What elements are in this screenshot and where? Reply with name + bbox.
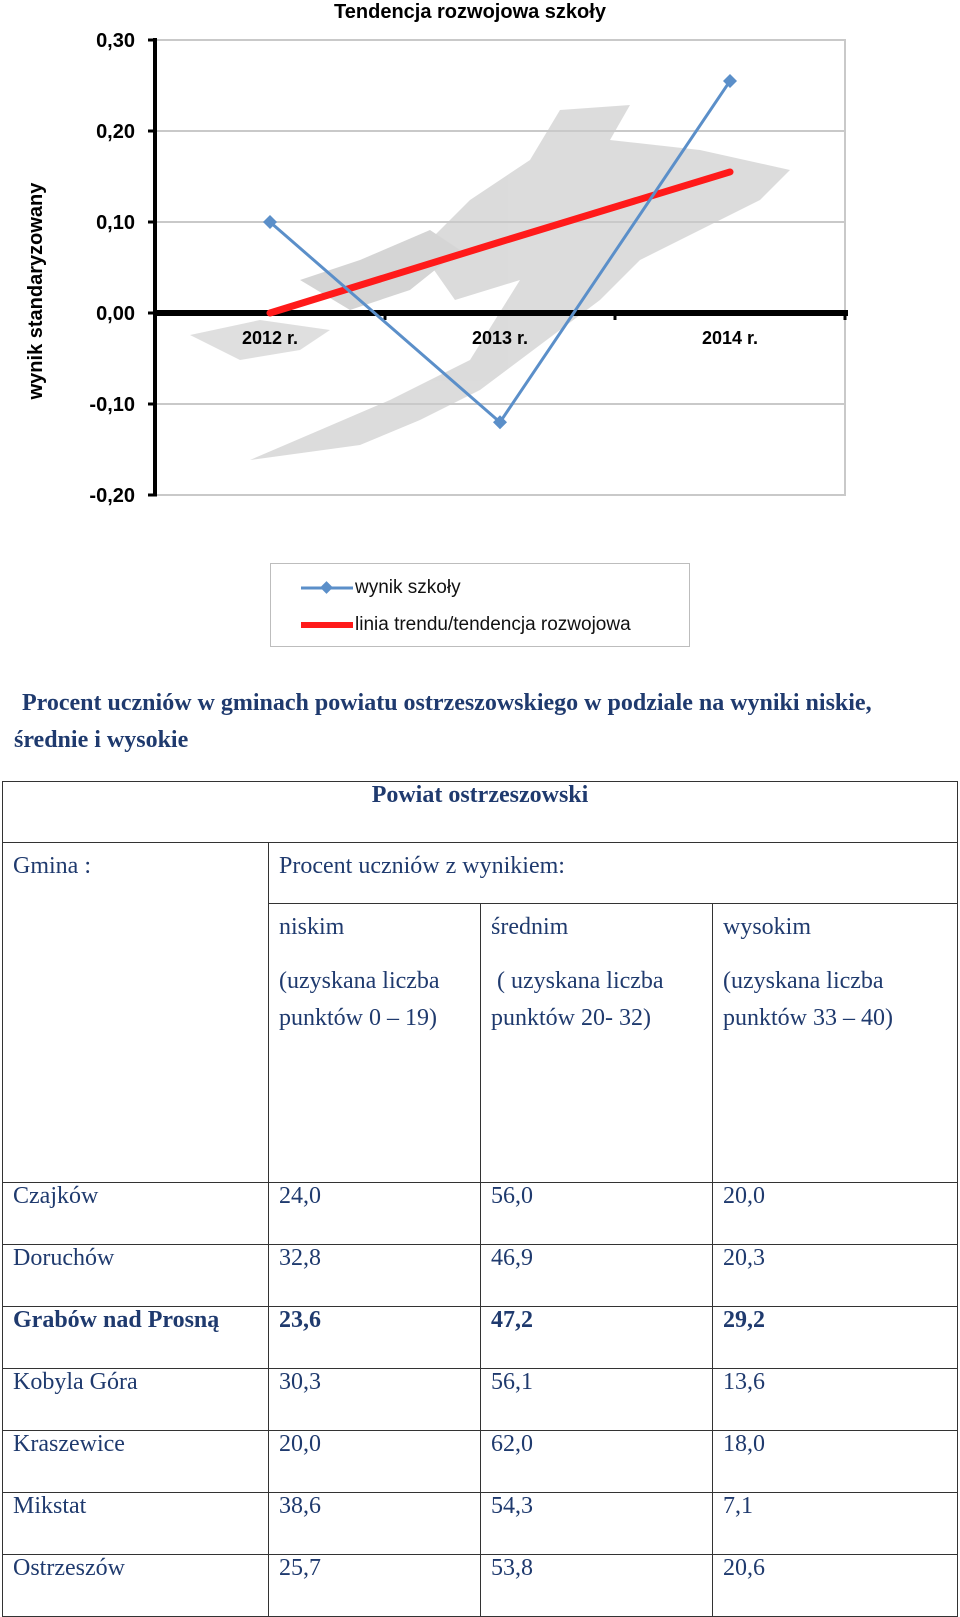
- cell-niski: 25,7: [269, 1555, 481, 1617]
- header-procent: Procent uczniów z wynikiem:: [269, 843, 958, 904]
- header-gmina: Gmina :: [3, 843, 269, 1183]
- cell-sredni: 56,1: [481, 1369, 713, 1431]
- table-title: Powiat ostrzeszowski: [3, 782, 958, 843]
- table-row-grabow: [3, 1307, 958, 1369]
- cell-gmina: Doruchów: [3, 1245, 269, 1307]
- legend-item-wynik-szkoly: [301, 573, 461, 603]
- header-wysokim: [713, 904, 958, 1183]
- y-axis-label: wynik standaryzowany: [25, 182, 47, 400]
- header-srednim: [481, 904, 713, 1183]
- cell-wysoki: 29,2: [713, 1307, 958, 1369]
- cell-gmina: Czajków: [3, 1183, 269, 1245]
- legend-label: wynik szkoły: [355, 577, 461, 598]
- category-name: wysokim: [723, 914, 812, 940]
- trend-chart-svg: [0, 0, 960, 560]
- legend-item-linia-trendu: [301, 610, 631, 640]
- table-row-kobyla-gora: [3, 1369, 958, 1431]
- results-table: [2, 781, 958, 1617]
- legend-label: linia trendu/tendencja rozwojowa: [355, 614, 631, 635]
- cell-sredni: 46,9: [481, 1245, 713, 1307]
- cell-gmina: Kobyla Góra: [3, 1369, 269, 1431]
- cell-niski: 20,0: [269, 1431, 481, 1493]
- cell-niski: 23,6: [269, 1307, 481, 1369]
- section-title: Procent uczniów w gminach powiatu ostrzeszowskiego w podziale na wyniki niskie, średnie i wysokie: [14, 690, 872, 753]
- table-row-kraszewice: [3, 1431, 958, 1493]
- category-desc: ( uzyskana liczba punktów 20- 32): [491, 968, 670, 1031]
- header-niskim: [269, 904, 481, 1183]
- x-tick-label: 2012 r.: [241, 328, 299, 348]
- watermark-logo: [190, 105, 790, 460]
- table-row-ostrzeszow: [3, 1555, 958, 1617]
- cell-wysoki: 20,0: [713, 1183, 958, 1245]
- chart-legend: [270, 563, 690, 647]
- cell-wysoki: 20,3: [713, 1245, 958, 1307]
- table-row-czajkow: [3, 1183, 958, 1245]
- cell-gmina: Ostrzeszów: [3, 1555, 269, 1617]
- x-tick-label: 2014 r.: [701, 328, 759, 348]
- x-tick-label: 2013 r.: [471, 328, 529, 348]
- cell-gmina: Kraszewice: [3, 1431, 269, 1493]
- cell-niski: 38,6: [269, 1493, 481, 1555]
- cell-wysoki: 20,6: [713, 1555, 958, 1617]
- category-name: średnim: [491, 914, 569, 940]
- trend-chart: [0, 0, 960, 670]
- cell-gmina: Mikstat: [3, 1493, 269, 1555]
- category-desc: (uzyskana liczba punktów 0 – 19): [279, 968, 440, 1031]
- cell-niski: 32,8: [269, 1245, 481, 1307]
- y-tick-label: 0,30: [96, 30, 135, 52]
- cell-sredni: 54,3: [481, 1493, 713, 1555]
- cell-sredni: 62,0: [481, 1431, 713, 1493]
- y-tick-label: 0,20: [96, 121, 135, 143]
- y-tick-label: -0,10: [89, 394, 135, 416]
- table-row-doruchow: [3, 1245, 958, 1307]
- y-tick-label: 0,00: [96, 303, 135, 325]
- chart-title: Tendencja rozwojowa szkoły: [334, 1, 606, 23]
- cell-wysoki: 18,0: [713, 1431, 958, 1493]
- cell-niski: 30,3: [269, 1369, 481, 1431]
- cell-sredni: 56,0: [481, 1183, 713, 1245]
- legend-line-blue-icon: [301, 580, 353, 596]
- cell-wysoki: 13,6: [713, 1369, 958, 1431]
- cell-niski: 24,0: [269, 1183, 481, 1245]
- cell-sredni: 47,2: [481, 1307, 713, 1369]
- cell-sredni: 53,8: [481, 1555, 713, 1617]
- cell-gmina: Grabów nad Prosną: [3, 1307, 269, 1369]
- legend-line-red-icon: [301, 617, 353, 633]
- category-name: niskim: [279, 914, 345, 940]
- table-row-mikstat: [3, 1493, 958, 1555]
- cell-wysoki: 7,1: [713, 1493, 958, 1555]
- category-desc: (uzyskana liczba punktów 33 – 40): [723, 968, 893, 1031]
- y-tick-label: -0,20: [89, 485, 135, 507]
- y-tick-label: 0,10: [96, 212, 135, 234]
